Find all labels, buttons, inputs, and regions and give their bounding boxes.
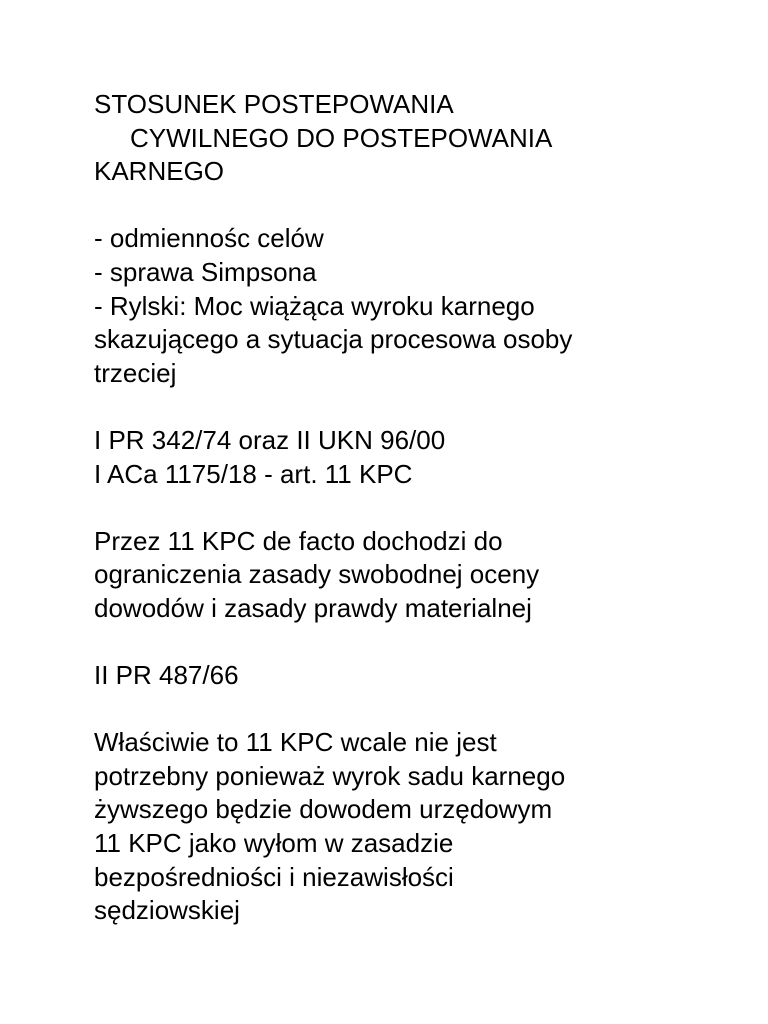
case-reference-2 (94, 659, 744, 693)
title-line: STOSUNEK POSTEPOWANIA (94, 89, 454, 119)
paragraph-line: dowodów i zasady prawdy materialnej (94, 592, 532, 623)
list-item: - sprawa Simpsona (94, 256, 317, 287)
list-item: - Rylski: Moc wiążąca wyroku karnego (94, 290, 535, 321)
case-reference: II PR 487/66 (94, 660, 239, 691)
paragraph-line: potrzebny ponieważ wyrok sadu karnego (94, 760, 566, 791)
paragraph-line: Właściwie to 11 KPC wcale nie jest (94, 727, 497, 758)
paragraph-line: bezpośredniości i niezawisłości (94, 861, 454, 892)
list-item: - odmiennośc celów (94, 223, 324, 254)
topics-list (94, 222, 744, 390)
list-item-continuation: trzeciej (94, 357, 177, 388)
document-title (94, 88, 744, 189)
paragraph-commentary (94, 726, 744, 928)
document-page (94, 88, 744, 928)
list-item-continuation: skazującego a sytuacja procesowa osoby (94, 324, 573, 355)
case-reference: I ACa 1175/18 - art. 11 KPC (94, 458, 413, 489)
paragraph-line: ograniczenia zasady swobodnej oceny (94, 559, 540, 590)
case-reference: I PR 342/74 oraz II UKN 96/00 (94, 424, 446, 455)
title-line: CYWILNEGO DO POSTEPOWANIA (130, 122, 553, 153)
paragraph-line: Przez 11 KPC de facto dochodzi do (94, 525, 503, 556)
case-references (94, 424, 744, 491)
paragraph-evidence (94, 525, 744, 626)
title-line: KARNEGO (94, 156, 225, 187)
paragraph-line: sędziowskiej (94, 895, 240, 926)
paragraph-line: żywszego będzie dowodem urzędowym (94, 794, 553, 825)
paragraph-line: 11 KPC jako wyłom w zasadzie (94, 828, 454, 859)
